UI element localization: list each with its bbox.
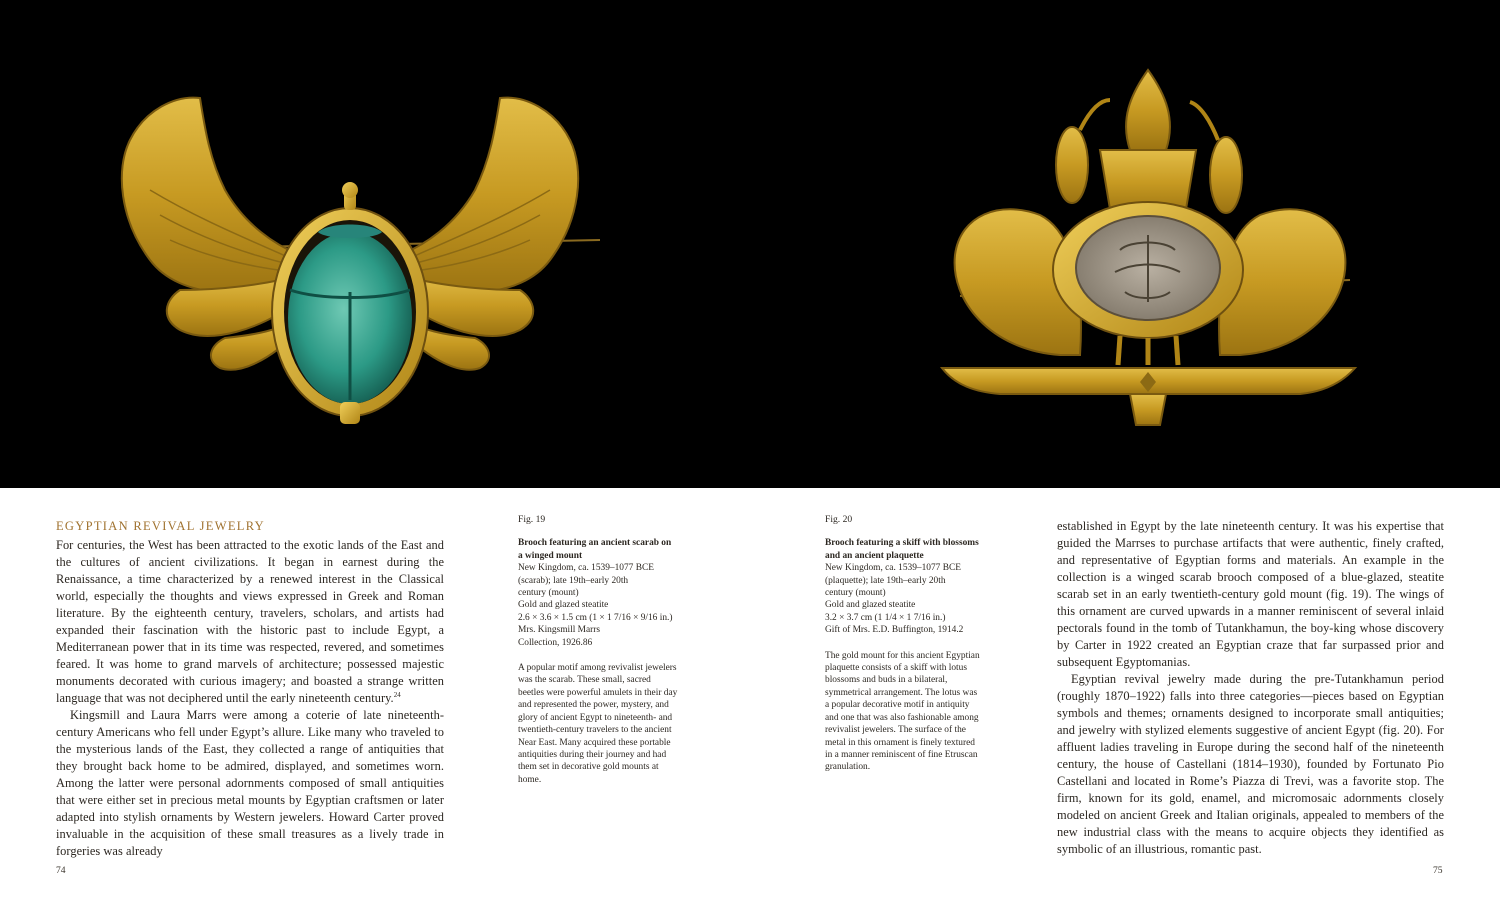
caption-line: Gold and glazed steatite <box>518 600 609 611</box>
footnote-ref: 24 <box>393 690 401 699</box>
right-paragraph-2: Egyptian revival jewelry made during the pre-Tutankhamun period (roughly 1870–1922) falls into three categories—pieces based on Egyptian symbols and themes; ornaments designed to incorporate small antiquities; and jewelry with stylized elements suggestive of ancient Egypt (fig. 20). For affluent ladies traveling in Europe during the second half of the nineteenth century, the house of Castellani (1814–1930), founded by Fortunato Pio Castellani and located in Rome’s Piazza di Trevi, was a favorite stop. The firm, known for its gold, enamel, and micromosaic adornments closely modeled on ancient Greek and Italian originals, appealed to members of the new industrial class with the means to acquire objects they identified as symbolic of an illustrious, romantic past. <box>1057 672 1444 856</box>
caption-line: century (mount) <box>518 588 579 599</box>
caption-line: century (mount) <box>825 588 886 599</box>
right-page-column <box>1057 518 1444 858</box>
caption-description: A popular motif among revivalist jewelers was the scarab. These small, sacred beetles were powerful amulets in their day and represented the power, mystery, and glory of ancient Egypt to nineteenth- and twentieth-century travelers to the ancient Near East. Many acquired these portable antiquities during their journey and had them set in decorative gold mounts at home. <box>518 663 678 785</box>
right-paragraph-1: established in Egypt by the late nineteenth century. It was his expertise that guided the Marrses to purchase artifacts that were authentic, finely crafted, and representative of Egyptian forms and materials. An example in the collection is a winged scarab brooch composed of a blue-glazed, steatite scarab set in an early twentieth-century gold mount (fig. 19). The wings of this ornament are curved upwards in a manner reminiscent of several inlaid pectorals found in the tomb of Tutankhamun, the boy-king whose discovery by Carter in 1922 created an Egyptian craze that far surpassed prior and subsequent Egyptomanias. <box>1057 519 1444 669</box>
page-number-right: 75 <box>1433 865 1443 876</box>
section-heading: EGYPTIAN REVIVAL JEWELRY <box>56 519 265 533</box>
caption-fig-19 <box>518 514 678 786</box>
caption-line: Mrs. Kingsmill Marrs <box>518 625 601 636</box>
page-number-left: 74 <box>56 865 66 876</box>
caption-title: Brooch featuring a skiff with blossoms and an ancient plaquette <box>825 538 979 561</box>
winged-scarab-brooch <box>122 98 600 424</box>
caption-line: Gold and glazed steatite <box>825 600 916 611</box>
left-page-column <box>56 518 444 860</box>
left-paragraph-2: Kingsmill and Laura Marrs were among a coterie of late nineteenth-century Americans who fell under Egypt’s allure. Like many who traveled to the mysterious lands of the East, they collected a range of antiquities that they brought back home to be admired, displayed, and sometimes worn. Among the latter were personal adornments composed of small antiquities that were either set in precious metal mounts by Egyptian craftsmen or later adapted into stylish ornaments by Western jewelers. Howard Carter proved invaluable in the acquisition of these small treasures as a lively trade in forgeries was already <box>56 708 444 858</box>
caption-description: The gold mount for this ancient Egyptian plaquette consists of a skiff with lotus blossoms and buds in a bilateral, symmetrical arrangement. The lotus was a popular decorative motif in antiquity and one that was also fashionable among revivalist jewelers. The surface of the metal in this ornament is finely textured in a manner reminiscent of fine Etruscan granulation. <box>825 650 980 773</box>
caption-line: 3.2 × 3.7 cm (1 1/4 × 1 7/16 in.) <box>825 612 946 623</box>
caption-line: Collection, 1926.86 <box>518 637 593 648</box>
left-paragraph-1: For centuries, the West has been attracted to the exotic lands of the East and the cultures of ancient civilizations. It began in earnest during the Renaissance, a time characterized by a renewed interest in the Classical world, especially the thoughts and views expressed in Greek and Roman literature. By the eighteenth century, travelers, scholars, and artists had expanded their fascination with the historic past to include Egypt, a Mediterranean power that in its time was respected, revered, and sometimes feared. It was home to grand marvels of architecture; possessed majestic monuments decorated with curious imagery; and boasted a strange written language that was not deciphered until the early nineteenth century.$^{24}$ <box>56 538 444 705</box>
caption-title: Brooch featuring an ancient scarab on a winged mount <box>518 538 672 561</box>
caption-line: New Kingdom, ca. 1539–1077 BCE <box>825 563 961 574</box>
caption-line: Gift of Mrs. E.D. Buffington, 1914.2 <box>825 625 964 636</box>
caption-line: (scarab); late 19th–early 20th <box>518 575 629 586</box>
caption-line: 2.6 × 3.6 × 1.5 cm (1 × 1 7/16 × 9/16 in.) <box>518 612 673 623</box>
skiff-plaquette-brooch <box>942 70 1355 425</box>
fig-number: Fig. 20 <box>825 514 853 525</box>
caption-fig-20 <box>825 514 980 774</box>
caption-line: New Kingdom, ca. 1539–1077 BCE <box>518 563 654 574</box>
fig-number: Fig. 19 <box>518 514 546 525</box>
caption-line: (plaquette); late 19th–early 20th <box>825 575 946 586</box>
